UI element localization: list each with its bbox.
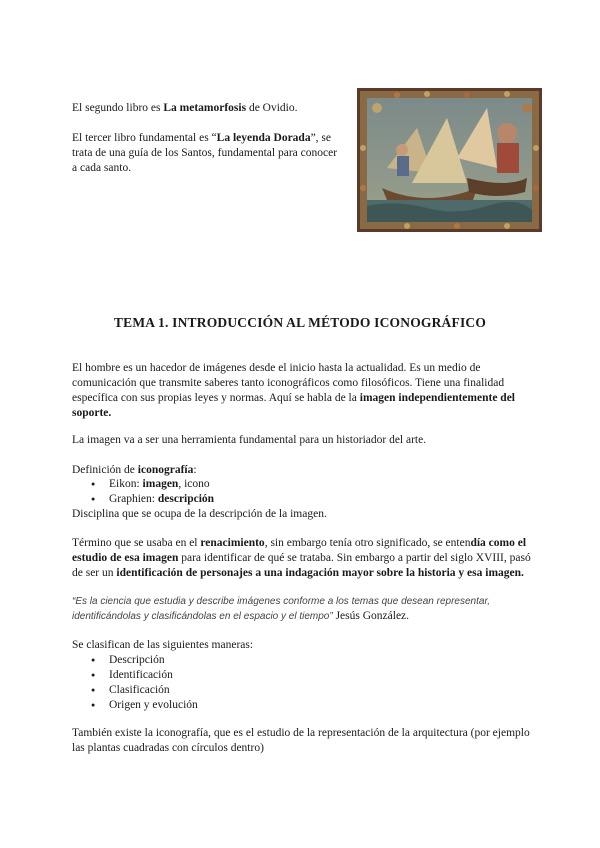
final-paragraph: También existe la iconografía, que es el estudio de la representación de la arquitectura (por ejemplo las plantas cuadradas con círculos dentro): [72, 727, 530, 754]
list-item: ● Identificación: [72, 668, 532, 683]
paragraph-1: El hombre es un hacedor de imágenes desde el inicio hasta la actualidad. Es un medio de comunicación que transmite saberes tanto iconográficos como filosóficos. Tiene una finalidad específica con sus propias leyes y normas. Aquí se habla de la imagen independientemente del soporte.: [72, 362, 515, 419]
definition-after: Disciplina que se ocupa de la descripción de la imagen.: [72, 508, 327, 520]
paragraph-3: Término que se usaba en el renacimiento, sin embargo tenía otro significado, se entendía como el estudio de esa imagen para identificar de qué se trataba. Sin embargo a partir del siglo XVIII, pasó de ser un identificación de personajes a una indagación mayor sobre la historia y esa imagen.: [72, 537, 531, 579]
intro-paragraph-1: El segundo libro es La metamorfosis de Ovidio.: [72, 102, 298, 114]
classify-list: [72, 653, 532, 713]
paragraph-2: La imagen va a ser una herramienta fundamental para un historiador del arte.: [72, 434, 427, 446]
list-item: ● Graphien: descripción: [72, 492, 532, 507]
classify-intro: Se clasifican de las siguientes maneras:: [72, 639, 254, 651]
definition-intro: Definición de iconografía:: [72, 464, 197, 476]
list-item: ● Origen y evolución: [72, 698, 532, 713]
page-title: TEMA 1. INTRODUCCIÓN AL MÉTODO ICONOGRÁFICO: [113, 315, 487, 330]
tapestry-image: [357, 88, 542, 232]
list-item: ● Eikon: imagen, icono: [72, 477, 532, 492]
list-item: ● Clasificación: [72, 683, 532, 698]
quote: “Es la ciencia que estudia y describe imágenes conforme a los temas que desean representar, identificándolas y clasificándolas en el espacio y el tiempo” Jesús González.: [72, 596, 491, 622]
intro-paragraph-2: El tercer libro fundamental es “La leyenda Dorada”, se trata de una guía de los Santos, fundamental para conocer a cada santo.: [72, 132, 338, 174]
list-item: ● Descripción: [72, 653, 532, 668]
definition-list: [72, 477, 532, 507]
